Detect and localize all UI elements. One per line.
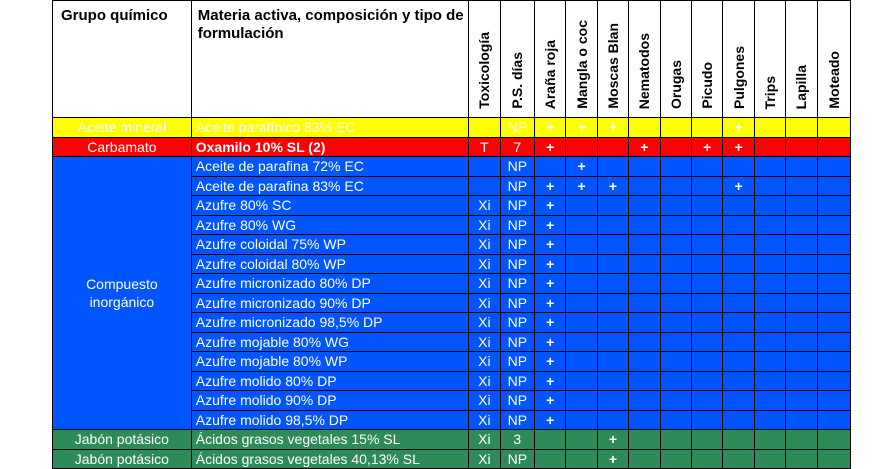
pest-mark-cell [566, 410, 597, 430]
pest-mark-cell [597, 391, 628, 411]
pest-mark-cell [660, 332, 691, 352]
pest-mark-cell [566, 430, 597, 450]
pest-mark-cell [660, 137, 691, 157]
pest-mark-cell [691, 313, 722, 333]
toxicology-cell: Xi [469, 274, 500, 294]
pesticide-table [52, 0, 851, 469]
pest-mark-cell [691, 293, 722, 313]
pest-mark-cell [754, 313, 785, 333]
pest-mark-cell [660, 430, 691, 450]
table-row [53, 137, 851, 157]
pest-mark-cell [597, 293, 628, 313]
pest-mark-cell: + [691, 137, 722, 157]
pest-mark-cell [817, 410, 850, 430]
pest-mark-cell [660, 313, 691, 333]
header-pest: Trips [754, 1, 785, 118]
pest-mark-cell [660, 410, 691, 430]
pest-mark-cell [660, 157, 691, 177]
pest-mark-cell [535, 449, 566, 469]
material-cell: Azufre micronizado 80% DP [191, 274, 468, 294]
pest-mark-cell: + [535, 371, 566, 391]
header-pest: Araña roja [535, 1, 566, 118]
pest-mark-cell [691, 196, 722, 216]
pest-mark-cell: + [566, 176, 597, 196]
pest-mark-cell [723, 235, 754, 255]
toxicology-cell: T [469, 137, 500, 157]
group-cell: Jabón potásico [53, 430, 192, 450]
pest-mark-cell: + [535, 235, 566, 255]
pest-mark-cell [754, 332, 785, 352]
pest-mark-cell [597, 371, 628, 391]
pest-mark-cell [754, 118, 785, 138]
pest-mark-cell [786, 371, 817, 391]
pest-mark-cell [597, 215, 628, 235]
header-pest: Picudo [691, 1, 722, 118]
ps-cell: NP [500, 157, 534, 177]
pest-mark-cell [660, 215, 691, 235]
pest-mark-cell [660, 254, 691, 274]
pest-mark-cell: + [723, 176, 754, 196]
pest-mark-cell [754, 215, 785, 235]
pest-mark-cell [629, 118, 660, 138]
pest-mark-cell [723, 196, 754, 216]
pest-mark-cell [566, 215, 597, 235]
pest-mark-cell [817, 332, 850, 352]
pest-mark-cell [629, 332, 660, 352]
header-toxicology: Toxicología [469, 1, 500, 118]
pest-mark-cell [786, 137, 817, 157]
pest-mark-cell [817, 430, 850, 450]
pest-mark-cell [691, 235, 722, 255]
pest-mark-cell: + [723, 118, 754, 138]
pest-mark-cell [691, 118, 722, 138]
pest-mark-cell [817, 352, 850, 372]
header-pest: Lapilla [786, 1, 817, 118]
pest-mark-cell [754, 274, 785, 294]
header-pest: Orugas [660, 1, 691, 118]
pest-mark-cell [629, 313, 660, 333]
pest-mark-cell [691, 371, 722, 391]
header-pest: Nematodos [629, 1, 660, 118]
toxicology-cell [469, 118, 500, 138]
pest-mark-cell [786, 430, 817, 450]
ps-cell: NP [500, 352, 534, 372]
ps-cell: 3 [500, 430, 534, 450]
header-group: Grupo químico [53, 1, 192, 118]
toxicology-cell: Xi [469, 332, 500, 352]
pest-mark-cell [817, 449, 850, 469]
toxicology-cell: Xi [469, 391, 500, 411]
material-cell: Azufre molido 98,5% DP [191, 410, 468, 430]
material-cell: Azufre coloidal 80% WP [191, 254, 468, 274]
table-row [53, 430, 851, 450]
pest-mark-cell [629, 215, 660, 235]
ps-cell: NP [500, 118, 534, 138]
pest-mark-cell: + [535, 215, 566, 235]
pest-mark-cell [629, 430, 660, 450]
pest-mark-cell: + [535, 391, 566, 411]
pest-mark-cell [597, 274, 628, 294]
group-cell: Compuesto inorgánico [53, 157, 192, 430]
material-cell: Oxamilo 10% SL (2) [191, 137, 468, 157]
header-pest: Mangla o coc [566, 1, 597, 118]
pest-mark-cell [754, 352, 785, 372]
pest-mark-cell: + [597, 176, 628, 196]
pest-mark-cell [597, 137, 628, 157]
pest-mark-cell [817, 235, 850, 255]
pest-mark-cell: + [535, 332, 566, 352]
material-cell: Azufre micronizado 90% DP [191, 293, 468, 313]
pest-mark-cell [754, 176, 785, 196]
pest-mark-cell [786, 332, 817, 352]
toxicology-cell: Xi [469, 235, 500, 255]
pest-mark-cell [629, 391, 660, 411]
pest-mark-cell [691, 352, 722, 372]
pest-mark-cell [691, 332, 722, 352]
pest-mark-cell: + [723, 137, 754, 157]
toxicology-cell: Xi [469, 254, 500, 274]
pest-mark-cell [754, 196, 785, 216]
pest-mark-cell [629, 293, 660, 313]
toxicology-cell: Xi [469, 313, 500, 333]
pest-mark-cell [597, 196, 628, 216]
material-cell: Azufre micronizado 98,5% DP [191, 313, 468, 333]
pest-mark-cell [817, 215, 850, 235]
header-pest: Moscas Blan [597, 1, 628, 118]
pest-mark-cell [754, 449, 785, 469]
pest-mark-cell [660, 391, 691, 411]
toxicology-cell: Xi [469, 196, 500, 216]
pest-mark-cell [566, 293, 597, 313]
pest-mark-cell [786, 118, 817, 138]
pest-mark-cell [535, 157, 566, 177]
pest-mark-cell [817, 118, 850, 138]
pest-mark-cell [566, 137, 597, 157]
ps-cell: NP [500, 176, 534, 196]
pest-mark-cell [691, 274, 722, 294]
pest-mark-cell [629, 176, 660, 196]
pest-mark-cell [691, 157, 722, 177]
pest-mark-cell [723, 352, 754, 372]
pest-mark-cell [629, 449, 660, 469]
table-row [53, 449, 851, 469]
pest-mark-cell [566, 274, 597, 294]
pest-mark-cell [660, 274, 691, 294]
pest-mark-cell [786, 215, 817, 235]
pest-mark-cell [660, 235, 691, 255]
pest-mark-cell: + [597, 449, 628, 469]
pest-mark-cell [723, 391, 754, 411]
ps-cell: NP [500, 274, 534, 294]
pest-mark-cell [786, 410, 817, 430]
pest-mark-cell [597, 235, 628, 255]
ps-cell: NP [500, 313, 534, 333]
pest-mark-cell [691, 215, 722, 235]
material-cell: Azufre molido 90% DP [191, 391, 468, 411]
material-cell: Ácidos grasos vegetales 15% SL [191, 430, 468, 450]
pest-mark-cell [817, 254, 850, 274]
pest-mark-cell [566, 235, 597, 255]
toxicology-cell: Xi [469, 293, 500, 313]
pest-mark-cell: + [535, 176, 566, 196]
ps-cell: NP [500, 391, 534, 411]
pest-mark-cell [723, 410, 754, 430]
pest-mark-cell [660, 293, 691, 313]
material-cell: Azufre coloidal 75% WP [191, 235, 468, 255]
pest-mark-cell [786, 235, 817, 255]
header-pest: Pulgones [723, 1, 754, 118]
toxicology-cell: Xi [469, 430, 500, 450]
pest-mark-cell [597, 332, 628, 352]
ps-cell: NP [500, 332, 534, 352]
pest-mark-cell [786, 157, 817, 177]
pest-mark-cell [723, 215, 754, 235]
pest-mark-cell [660, 196, 691, 216]
pest-mark-cell [723, 274, 754, 294]
pest-mark-cell [566, 449, 597, 469]
table-row [53, 157, 851, 177]
pest-mark-cell [566, 352, 597, 372]
ps-cell: NP [500, 449, 534, 469]
header-row [53, 1, 851, 118]
material-cell: Aceite de parafina 83% EC [191, 176, 468, 196]
pest-mark-cell [566, 391, 597, 411]
pest-mark-cell [597, 157, 628, 177]
pest-mark-cell [786, 196, 817, 216]
group-cell: Carbamato [53, 137, 192, 157]
pest-mark-cell [754, 254, 785, 274]
pest-mark-cell [629, 410, 660, 430]
pest-mark-cell [723, 157, 754, 177]
toxicology-cell: Xi [469, 371, 500, 391]
pest-mark-cell: + [535, 293, 566, 313]
pest-mark-cell [660, 352, 691, 372]
pest-mark-cell [723, 430, 754, 450]
pest-mark-cell [817, 137, 850, 157]
pest-mark-cell [660, 118, 691, 138]
pest-mark-cell [786, 313, 817, 333]
pest-mark-cell [691, 176, 722, 196]
pest-mark-cell [660, 371, 691, 391]
ps-cell: NP [500, 410, 534, 430]
pest-mark-cell [754, 137, 785, 157]
pest-mark-cell [629, 157, 660, 177]
pest-mark-cell [817, 293, 850, 313]
table-body [53, 118, 851, 469]
pest-mark-cell [597, 352, 628, 372]
pest-mark-cell [754, 391, 785, 411]
pest-mark-cell [723, 293, 754, 313]
pest-mark-cell [629, 254, 660, 274]
pest-mark-cell [723, 449, 754, 469]
pest-mark-cell [691, 430, 722, 450]
pest-mark-cell: + [629, 137, 660, 157]
toxicology-cell [469, 176, 500, 196]
pest-mark-cell: + [535, 118, 566, 138]
pest-mark-cell [786, 449, 817, 469]
material-cell: Aceite de parafina 72% EC [191, 157, 468, 177]
pest-mark-cell: + [535, 313, 566, 333]
ps-cell: NP [500, 254, 534, 274]
pest-mark-cell [817, 274, 850, 294]
pest-mark-cell [691, 449, 722, 469]
pest-mark-cell [660, 449, 691, 469]
material-cell: Azufre mojable 80% WG [191, 332, 468, 352]
pest-mark-cell: + [597, 430, 628, 450]
pest-mark-cell [817, 371, 850, 391]
header-ps: P.S. días [500, 1, 534, 118]
pest-mark-cell [566, 254, 597, 274]
ps-cell: NP [500, 235, 534, 255]
pest-mark-cell [786, 352, 817, 372]
ps-cell: NP [500, 293, 534, 313]
ps-cell: NP [500, 196, 534, 216]
pest-mark-cell: + [535, 274, 566, 294]
material-cell: Aceite parafínico 83% EC [191, 118, 468, 138]
pest-mark-cell [754, 235, 785, 255]
pest-mark-cell [786, 391, 817, 411]
ps-cell: 7 [500, 137, 534, 157]
pest-mark-cell [786, 274, 817, 294]
toxicology-cell: Xi [469, 449, 500, 469]
header-material: Materia activa, composición y tipo de formulación [191, 1, 468, 118]
table-row [53, 118, 851, 138]
pest-mark-cell [786, 254, 817, 274]
pest-mark-cell [691, 391, 722, 411]
pest-mark-cell [817, 196, 850, 216]
pest-mark-cell [629, 371, 660, 391]
material-cell: Azufre mojable 80% WP [191, 352, 468, 372]
pest-mark-cell [691, 254, 722, 274]
toxicology-cell: Xi [469, 215, 500, 235]
pest-mark-cell [754, 157, 785, 177]
pest-mark-cell [566, 371, 597, 391]
pest-mark-cell: + [535, 254, 566, 274]
ps-cell: NP [500, 215, 534, 235]
pest-mark-cell [817, 176, 850, 196]
pest-mark-cell [660, 176, 691, 196]
pest-mark-cell [566, 332, 597, 352]
pest-mark-cell [691, 410, 722, 430]
material-cell: Azufre 80% WG [191, 215, 468, 235]
ps-cell: NP [500, 371, 534, 391]
toxicology-cell [469, 157, 500, 177]
pest-mark-cell [817, 391, 850, 411]
pest-mark-cell [754, 293, 785, 313]
pest-mark-cell [754, 430, 785, 450]
pest-mark-cell [597, 313, 628, 333]
pest-mark-cell [817, 157, 850, 177]
pest-mark-cell [754, 410, 785, 430]
toxicology-cell: Xi [469, 352, 500, 372]
pest-mark-cell: + [535, 410, 566, 430]
pest-mark-cell: + [535, 352, 566, 372]
pest-mark-cell [629, 235, 660, 255]
pest-mark-cell [817, 313, 850, 333]
material-cell: Azufre 80% SC [191, 196, 468, 216]
group-cell: Jabón potásico [53, 449, 192, 469]
pest-mark-cell [566, 196, 597, 216]
pest-mark-cell: + [597, 118, 628, 138]
pest-mark-cell [786, 293, 817, 313]
toxicology-cell: Xi [469, 410, 500, 430]
material-cell: Azufre molido 80% DP [191, 371, 468, 391]
group-cell: Aceite mineral [53, 118, 192, 138]
pest-mark-cell [629, 196, 660, 216]
pest-mark-cell [566, 313, 597, 333]
pest-mark-cell [629, 352, 660, 372]
pest-mark-cell [786, 176, 817, 196]
pest-mark-cell [597, 254, 628, 274]
pest-mark-cell: + [535, 196, 566, 216]
header-pest: Moteado [817, 1, 850, 118]
pest-mark-cell [629, 274, 660, 294]
pest-mark-cell [723, 332, 754, 352]
pest-mark-cell [723, 371, 754, 391]
pest-mark-cell [723, 254, 754, 274]
pest-mark-cell: + [566, 157, 597, 177]
pest-mark-cell [597, 410, 628, 430]
material-cell: Ácidos grasos vegetales 40,13% SL [191, 449, 468, 469]
pest-mark-cell [723, 313, 754, 333]
pest-mark-cell: + [535, 137, 566, 157]
pest-mark-cell [754, 371, 785, 391]
pest-mark-cell [535, 430, 566, 450]
pest-mark-cell: + [566, 118, 597, 138]
